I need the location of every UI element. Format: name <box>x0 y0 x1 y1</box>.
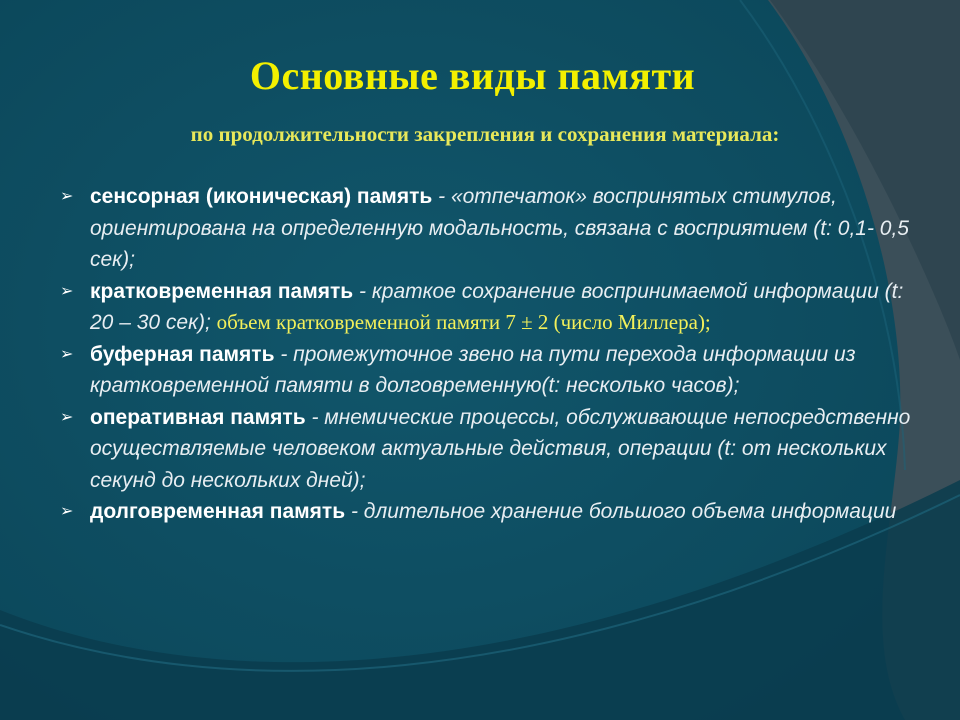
arrow-bullet-icon: ➢ <box>60 345 74 363</box>
arrow-bullet-icon: ➢ <box>60 282 74 300</box>
item-separator: - <box>353 279 372 303</box>
item-description: промежуточное звено на пути перехода информации из кратковременной памяти в долговременную(t: несколько часов); <box>90 342 856 397</box>
item-highlight: объем кратковременной памяти 7 ± 2 (число Миллера); <box>216 310 711 334</box>
arrow-bullet-icon: ➢ <box>60 188 74 205</box>
list-item <box>58 496 918 528</box>
item-separator: - <box>432 185 451 208</box>
item-description: краткое сохранение воспринимаемой информации (t: 20 – 30 сек); <box>90 279 904 334</box>
item-description: «отпечаток» воспринятых стимулов, ориентирована на определенную модальность, связана с восприятием (t: 0,1- 0,5 сек); <box>90 185 909 271</box>
list-item <box>58 181 918 276</box>
item-description: длительное хранение большого объема информации <box>363 500 897 523</box>
item-term: долговременная память <box>90 500 346 523</box>
slide-subtitle: по продолжительности закрепления и сохранения материала: <box>190 122 780 146</box>
list-item <box>58 276 918 339</box>
item-separator: - <box>345 500 364 523</box>
item-separator: - <box>274 342 294 366</box>
item-separator: - <box>305 405 325 429</box>
list-item <box>58 402 918 497</box>
arrow-bullet-icon: ➢ <box>60 408 74 426</box>
item-term: оперативная память <box>90 405 306 429</box>
arrow-bullet-icon: ➢ <box>60 503 74 520</box>
memory-types-list <box>58 181 918 528</box>
item-term: буферная память <box>90 342 275 366</box>
item-description: мнемические процессы, обслуживающие непосредственно осуществляемые человеком актуальные действия, операции (t: от нескольких секунд до нескольких дней); <box>90 405 911 492</box>
item-term: сенсорная (иконическая) память <box>90 185 433 208</box>
list-item <box>58 339 918 402</box>
slide-title: Основные виды памяти <box>249 53 696 98</box>
item-term: кратковременная память <box>90 279 354 303</box>
